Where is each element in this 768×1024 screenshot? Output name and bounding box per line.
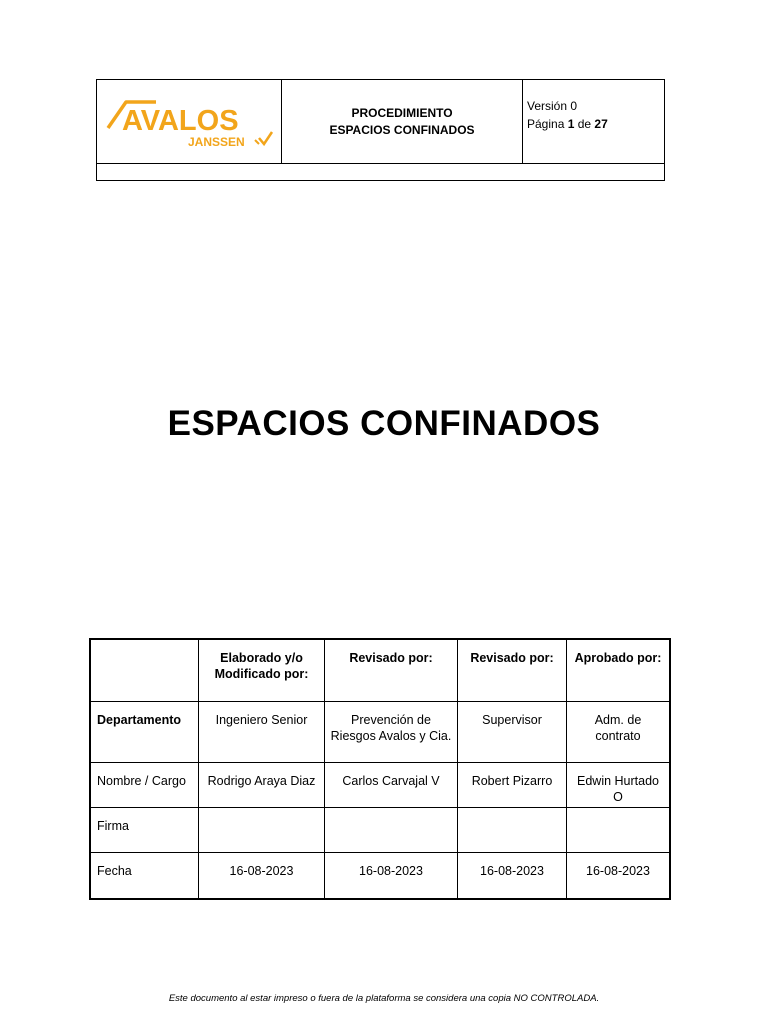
row-label-nombre: Nombre / Cargo (90, 763, 199, 808)
approval-table (89, 638, 671, 900)
table-cell: Supervisor (458, 702, 567, 763)
table-cell: Carlos Carvajal V (325, 763, 458, 808)
main-title: ESPACIOS CONFINADOS (167, 404, 601, 443)
header-revisado-1: Revisado por: (325, 639, 458, 702)
row-label-departamento: Departamento (90, 702, 199, 763)
version-text: Versión 0 (527, 99, 578, 113)
avalos-janssen-logo (104, 94, 274, 150)
procedure-title-cell (282, 80, 523, 164)
table-row (90, 702, 670, 763)
signature-cell (458, 808, 567, 853)
approval-header-row (90, 639, 670, 702)
signature-cell (567, 808, 671, 853)
procedure-name: ESPACIOS CONFINADOS (329, 122, 475, 137)
header-cell-empty (90, 639, 199, 702)
table-cell: Robert Pizarro (458, 763, 567, 808)
procedure-label: PROCEDIMIENTO (351, 105, 453, 120)
date-cell: 16-08-2023 (567, 853, 671, 900)
signature-cell (199, 808, 325, 853)
table-row (90, 763, 670, 808)
page-number: Página 1 de 27 (527, 117, 608, 131)
logo-sub-text: JANSSEN (188, 134, 245, 149)
table-row (90, 853, 670, 900)
document-header (96, 79, 665, 181)
table-cell: Rodrigo Araya Diaz (199, 763, 325, 808)
header-aprobado: Aprobado por: (567, 639, 671, 702)
header-elaborado: Elaborado y/o Modificado por: (199, 639, 325, 702)
table-cell: Adm. de contrato (567, 702, 671, 763)
logo-cell (97, 80, 282, 164)
header-revisado-2: Revisado por: (458, 639, 567, 702)
row-label-firma: Firma (90, 808, 199, 853)
table-cell: Ingeniero Senior (199, 702, 325, 763)
date-cell: 16-08-2023 (199, 853, 325, 900)
table-row (90, 808, 670, 853)
row-label-fecha: Fecha (90, 853, 199, 900)
version-cell (523, 80, 665, 164)
table-cell: Edwin Hurtado O (567, 763, 671, 808)
signature-cell (325, 808, 458, 853)
header-strip (97, 164, 665, 181)
logo-brand-text: AVALOS (122, 104, 239, 137)
date-cell: 16-08-2023 (458, 853, 567, 900)
table-cell: Prevención de Riesgos Avalos y Cia. (325, 702, 458, 763)
footer-disclaimer: Este documento al estar impreso o fuera de la plataforma se considera una copia NO CONTROLADA. (168, 993, 600, 1004)
date-cell: 16-08-2023 (325, 853, 458, 900)
